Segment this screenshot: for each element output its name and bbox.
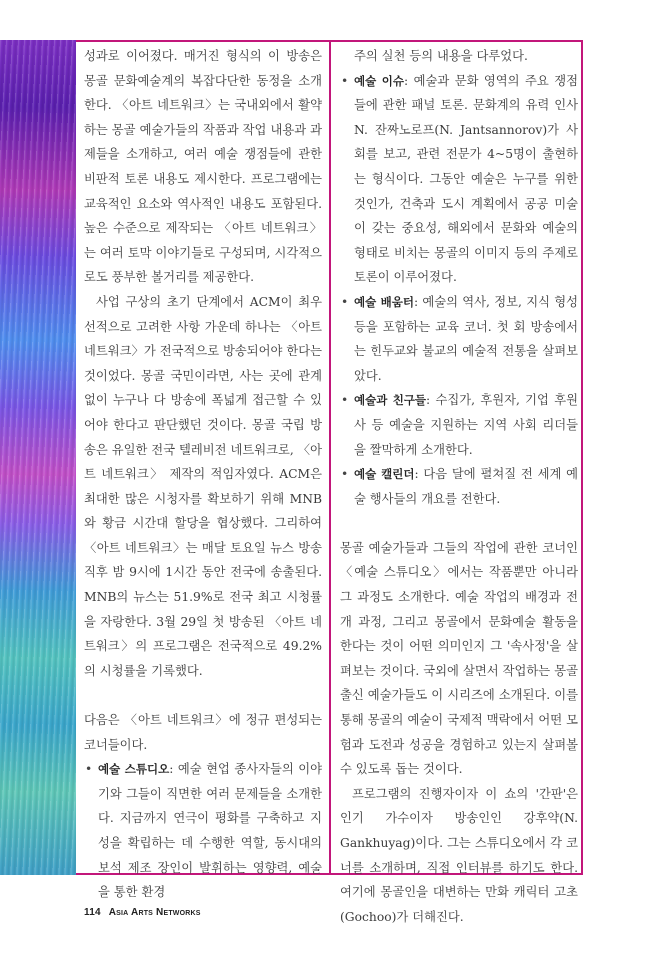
column-divider bbox=[329, 40, 331, 875]
list-item-term: 예술 스튜디오 bbox=[98, 762, 170, 777]
right-column bbox=[340, 44, 578, 929]
paragraph: 성과로 이어졌다. 매거진 형식의 이 방송은 몽골 문화예술계의 복잡다단한 동정을 소개한다. 〈아트 네트워크〉는 국내외에서 활약하는 몽골 예술가들의 작품과 작업 내용과 과제들을 소개하고, 여러 예술 쟁점들에 관한 비판적 토론 내용도 제시한다. 프로그램에는 교육적인 요소와 역사적인 내용도 포함된다. 높은 수준으로 제작되는 〈아트 네트워크〉는 여러 토막 이야기들로 구성되며, 시각적으로도 풍부한 볼거리를 제공한다. bbox=[84, 49, 322, 285]
list-item-term: 예술 배움터 bbox=[354, 294, 414, 309]
list-item-term: 예술 이슈 bbox=[354, 73, 404, 88]
left-column bbox=[84, 44, 322, 905]
list-item-text: : 예술 현업 종사자들의 이야기와 그들이 직면한 여러 문제들을 소개한다. 지금까지 연극이 평화를 구축하고 지성을 확립하는 데 수행한 역할, 동시대의 보석 제조 장인이 발휘하는 영향력, 예술을 통한 환경 bbox=[98, 762, 322, 900]
paragraph: 프로그램의 진행자이자 이 쇼의 '간판'은 인기 가수이자 방송인인 강후약(N. Gankhuyag)이다. 그는 스튜디오에서 각 코너를 소개하며, 직접 인터뷰를 하기도 한다. 여기에 몽골인을 대변하는 만화 캐릭터 고초(Gochoo)가 더해진다. bbox=[340, 786, 578, 924]
page-footer bbox=[84, 907, 201, 918]
list-item-text: : 수집가, 후원자, 기업 후원사 등 예술을 지원하는 지역 사회 리더들을 짤막하게 소개한다. bbox=[354, 393, 578, 457]
list-item bbox=[340, 388, 578, 462]
list-item bbox=[84, 757, 322, 905]
list-item-term: 예술 캘린더 bbox=[354, 467, 415, 482]
list-item-text: : 예술의 역사, 정보, 지식 형성 등을 포함하는 교육 코너. 첫 회 방송에서는 힌두교와 불교의 예술적 전통을 살펴보았다. bbox=[354, 294, 578, 383]
paragraph: 몽골 예술가들과 그들의 작업에 관한 코너인 〈예술 스튜디오〉에서는 작품뿐만 아니라 그 과정도 소개한다. 예술 작업의 배경과 전개 과정, 그리고 몽골에서 문화예술 활동을 한다는 것이 어떤 의미인지 그 '속사정'을 살펴보는 것이다. 국외에 살면서 작업하는 몽골 출신 예술가들도 이 시리즈에 소개된다. 이를 통해 몽골의 예술이 국제적 맥락에서 어떤 모험과 도전과 성공을 경험하고 있는지 살펴볼 수 있도록 돕는 것이다. bbox=[340, 540, 578, 777]
list-item bbox=[340, 462, 578, 511]
paragraph: 다음은 〈아트 네트워크〉에 정규 편성되는 코너들이다. bbox=[84, 713, 322, 752]
list-item-continued: 주의 실천 등의 내용을 다루었다. bbox=[354, 49, 528, 63]
list-item bbox=[340, 290, 578, 388]
list-item bbox=[340, 69, 578, 290]
list-item-text: : 예술과 문화 영역의 주요 쟁점들에 관한 패널 토론. 문화계의 유력 인사 N. 잔짜노로프(N. Jantsannorov)가 사회를 보고, 관련 전문가 4~5명이 출현하는 형식이다. 그동안 예술은 누구를 위한 것인가, 건축과 도시 계획에서 공공 미술이 갖는 중요성, 해외에서 문화와 예술의 형태로 비치는 몽골의 이미지 등의 주제로 토론이 이루어졌다. bbox=[354, 73, 578, 285]
list-item-text: : 다음 달에 펼쳐질 전 세계 예술 행사들의 개요를 전한다. bbox=[354, 467, 578, 506]
publication-name: Asia Arts Networks bbox=[108, 907, 201, 918]
paragraph: 사업 구상의 초기 단계에서 ACM이 최우선적으로 고려한 사항 가운데 하나는 〈아트 네트워크〉가 전국적으로 방송되어야 한다는 것이었다. 몽골 국민이라면, 사는 곳에 관계없이 누구나 다 방송에 폭넓게 접근할 수 있어야 한다고 판단했던 것이다. 몽골 국립 방송은 유일한 전국 텔레비전 네트워크로, 〈아트 네트워크〉 제작의 적임자였다. ACM은 최대한 많은 시청자를 확보하기 위해 MNB와 황금 시간대 할당을 협상했다. 그리하여 〈아트 네트워크〉는 매달 토요일 뉴스 방송 직후 밤 9시에 1시간 동안 전국에 송출된다. MNB의 뉴스는 51.9%로 전국 최고 시청률을 자랑한다. 3월 29일 첫 방송된 〈아트 네트워크〉의 프로그램은 전국적으로 49.2%의 시청률을 기록했다. bbox=[84, 294, 322, 678]
page-number: 114 bbox=[84, 907, 101, 918]
list-item-term: 예술과 친구들 bbox=[354, 393, 427, 408]
decorative-artwork-strip bbox=[0, 40, 76, 875]
